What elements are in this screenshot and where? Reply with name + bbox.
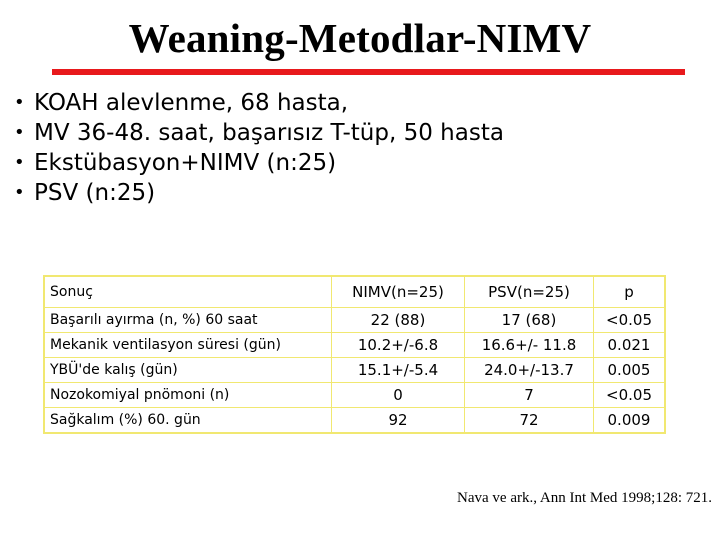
- citation-text: Nava ve ark., Ann Int Med 1998;128: 721.: [457, 490, 712, 506]
- table-cell: 0.005: [594, 358, 666, 383]
- table-row: [44, 383, 665, 408]
- title-underline: [52, 69, 685, 75]
- table-cell: 0.021: [594, 333, 666, 358]
- table-row: [44, 358, 665, 383]
- table-cell: <0.05: [594, 383, 666, 408]
- table-cell: <0.05: [594, 308, 666, 333]
- table-cell: 7: [465, 383, 594, 408]
- table-row: [44, 308, 665, 333]
- results-table: [43, 275, 666, 434]
- table-cell: 17 (68): [465, 308, 594, 333]
- table-cell: Başarılı ayırma (n, %) 60 saat: [44, 308, 332, 333]
- bullet-item: [14, 118, 504, 148]
- slide-title: Weaning-Metodlar-NIMV: [128, 15, 592, 61]
- table-cell: 10.2+/-6.8: [332, 333, 465, 358]
- table-row: [44, 408, 665, 434]
- table-cell: 16.6+/- 11.8: [465, 333, 594, 358]
- bullet-text: PSV (n:25): [34, 180, 156, 206]
- table-row: [44, 333, 665, 358]
- header-cell-outcome: Sonuç: [44, 276, 332, 308]
- bullet-text: Ekstübasyon+NIMV (n:25): [34, 150, 337, 176]
- bullet-list: [14, 88, 504, 208]
- table-cell: YBÜ'de kalış (gün): [44, 358, 332, 383]
- table-cell: 24.0+/-13.7: [465, 358, 594, 383]
- bullet-item: [14, 178, 504, 208]
- header-cell-psv: PSV(n=25): [465, 276, 594, 308]
- table-header-row: [44, 276, 665, 308]
- bullet-text: MV 36-48. saat, başarısız T-tüp, 50 hasta: [34, 120, 504, 146]
- bullet-dot-icon: •: [14, 92, 25, 113]
- header-cell-p: p: [594, 276, 666, 308]
- table-cell: 72: [465, 408, 594, 434]
- bullet-dot-icon: •: [14, 122, 25, 143]
- bullet-item: [14, 88, 504, 118]
- table-cell: 0.009: [594, 408, 666, 434]
- bullet-dot-icon: •: [14, 182, 25, 203]
- bullet-text: KOAH alevlenme, 68 hasta,: [34, 90, 349, 116]
- table-cell: 15.1+/-5.4: [332, 358, 465, 383]
- table-cell: 22 (88): [332, 308, 465, 333]
- table-cell: 0: [332, 383, 465, 408]
- table-cell: Nozokomiyal pnömoni (n): [44, 383, 332, 408]
- bullet-dot-icon: •: [14, 152, 25, 173]
- header-cell-nimv: NIMV(n=25): [332, 276, 465, 308]
- bullet-item: [14, 148, 504, 178]
- table-cell: Sağkalım (%) 60. gün: [44, 408, 332, 434]
- table-cell: Mekanik ventilasyon süresi (gün): [44, 333, 332, 358]
- table-cell: 92: [332, 408, 465, 434]
